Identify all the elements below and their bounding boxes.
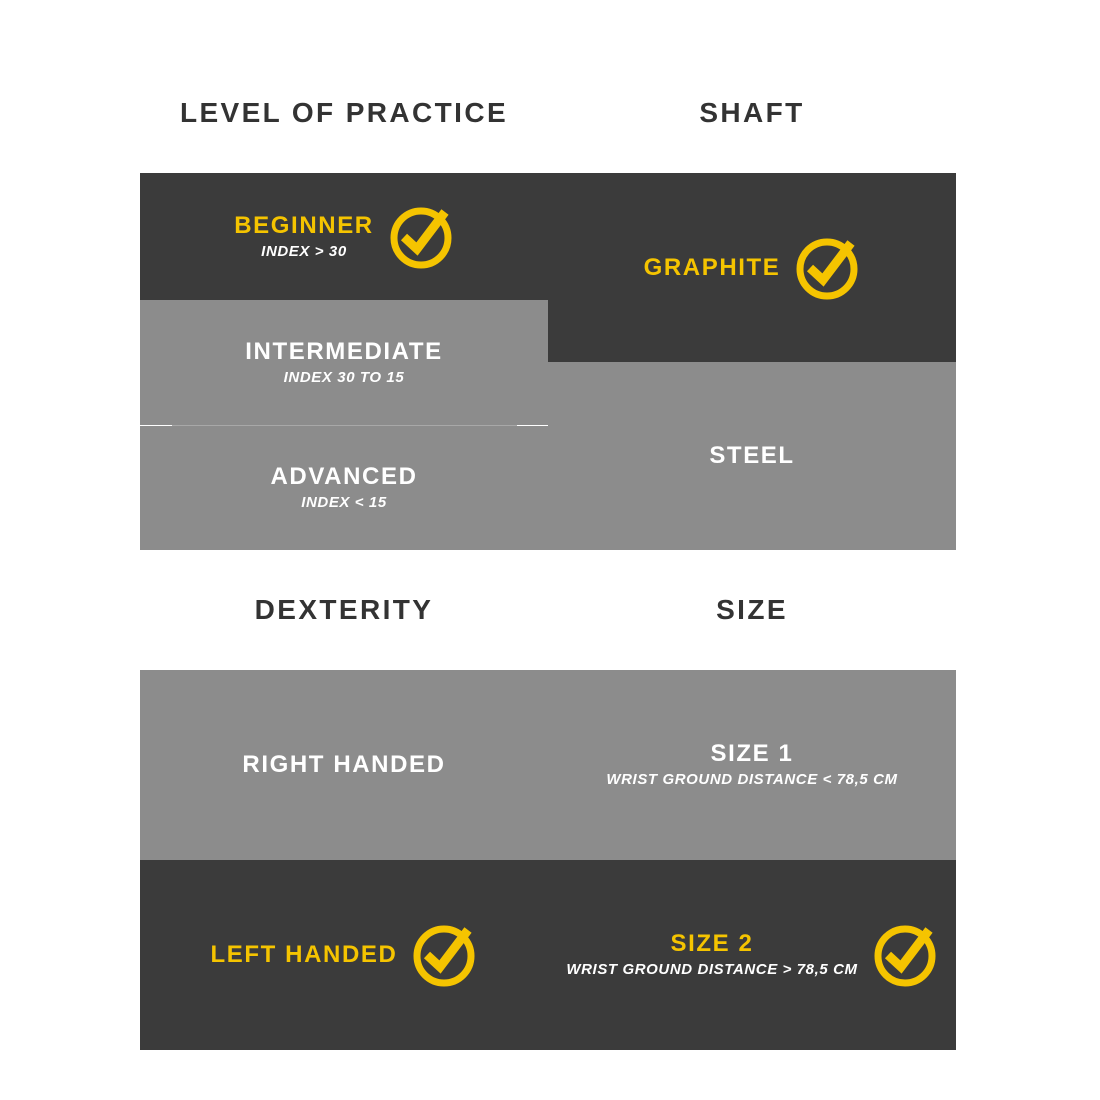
- option-label: LEFT HANDED: [210, 941, 398, 969]
- quadrant-title: DEXTERITY: [254, 594, 434, 625]
- quadrant-header-shaft: [548, 53, 956, 173]
- option-sublabel: INDEX > 30: [261, 242, 347, 260]
- option-graphite[interactable]: [548, 173, 956, 362]
- option-sublabel: WRIST GROUND DISTANCE > 78,5 CM: [566, 961, 858, 979]
- quadrant-header-size: [548, 550, 956, 670]
- option-label: SIZE 2: [670, 930, 754, 958]
- product-spec-board: [140, 53, 956, 1050]
- quadrant-options-size: [548, 670, 956, 1050]
- option-sublabel: INDEX 30 TO 15: [283, 368, 405, 386]
- option-size-2[interactable]: [548, 860, 956, 1050]
- quadrant-options-dexterity: [140, 670, 548, 1050]
- option-label: INTERMEDIATE: [245, 337, 443, 365]
- quadrant-options-level-of-practice: [140, 173, 548, 550]
- quadrant-size: [548, 550, 956, 1050]
- quadrant-title: SIZE: [716, 594, 788, 625]
- option-beginner[interactable]: [140, 173, 548, 300]
- option-label: RIGHT HANDED: [242, 751, 446, 779]
- quadrant-header-level-of-practice: [140, 53, 548, 173]
- check-mark-circle-icon: [388, 204, 454, 270]
- option-right-handed[interactable]: [140, 670, 548, 860]
- option-label: ADVANCED: [270, 463, 418, 491]
- option-intermediate[interactable]: [140, 300, 548, 425]
- option-label: GRAPHITE: [643, 253, 781, 281]
- option-advanced[interactable]: [140, 426, 548, 551]
- option-sublabel: WRIST GROUND DISTANCE < 78,5 CM: [606, 771, 898, 789]
- quadrant-shaft: [548, 53, 956, 550]
- option-label: STEEL: [709, 442, 795, 470]
- quadrant-options-shaft: [548, 173, 956, 550]
- option-sublabel: INDEX < 15: [301, 494, 387, 512]
- quadrant-title: SHAFT: [699, 97, 805, 128]
- option-label: SIZE 1: [710, 740, 794, 768]
- quadrant-header-dexterity: [140, 550, 548, 670]
- option-label: BEGINNER: [234, 211, 374, 239]
- quadrant-level-of-practice: [140, 53, 548, 550]
- quadrant-dexterity: [140, 550, 548, 1050]
- option-left-handed[interactable]: [140, 860, 548, 1050]
- option-steel[interactable]: [548, 362, 956, 550]
- check-mark-circle-icon: [411, 922, 477, 988]
- quadrant-title: LEVEL OF PRACTICE: [179, 97, 509, 128]
- check-mark-circle-icon: [794, 235, 860, 301]
- option-size-1[interactable]: [548, 670, 956, 860]
- check-mark-circle-icon: [872, 922, 938, 988]
